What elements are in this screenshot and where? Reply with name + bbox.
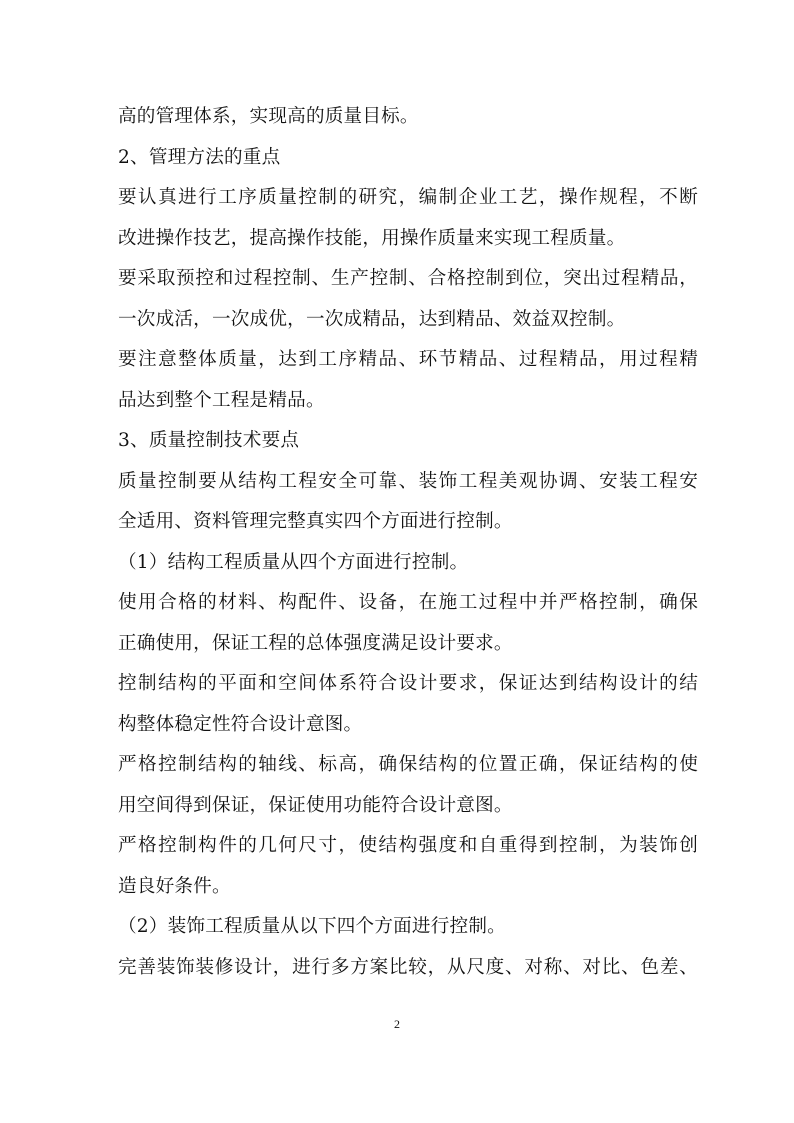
- section-heading: 2、管理方法的重点: [118, 146, 281, 168]
- text-line: 使用合格的材料、构配件、设备，在施工过程中并严格控制，确保: [118, 592, 698, 613]
- text-line: 严格控制结构的轴线、标高，确保结构的位置正确，保证结构的使: [118, 754, 698, 775]
- text-line: 高的管理体系，实现高的质量目标。: [118, 106, 419, 127]
- text-line: 构整体稳定性符合设计意图。: [118, 713, 363, 735]
- text-line: 质量控制要从结构工程安全可靠、装饰工程美观协调、安装工程安: [118, 470, 698, 492]
- text-line: 品达到整个工程是精品。: [118, 389, 325, 411]
- text-line: 一次成活，一次成优，一次成精品，达到精品、效益双控制。: [118, 308, 626, 330]
- text-line: 改进操作技艺，提高操作技能，用操作质量来实现工程质量。: [118, 227, 626, 249]
- text-line: 严格控制构件的几何尺寸，使结构强度和自重得到控制，为装饰创: [118, 835, 698, 856]
- subsection-heading: （2）装饰工程质量从以下四个方面进行控制。: [118, 916, 506, 937]
- text-line: 控制结构的平面和空间体系符合设计要求，保证达到结构设计的结: [118, 673, 698, 694]
- text-line: 完善装饰装修设计，进行多方案比较，从尺度、对称、对比、色差、: [118, 956, 698, 978]
- text-line: 要采取预控和过程控制、生产控制、合格控制到位，突出过程精品，: [118, 268, 698, 289]
- text-line: 用空间得到保证，保证使用功能符合设计意图。: [118, 794, 513, 816]
- subsection-heading: （1）结构工程质量从四个方面进行控制。: [118, 551, 469, 573]
- text-line: 正确使用，保证工程的总体强度满足设计要求。: [118, 632, 513, 654]
- page-number: 2: [394, 1017, 400, 1031]
- body-text: [118, 97, 698, 988]
- section-heading: 3、质量控制技术要点: [118, 430, 300, 451]
- text-line: 全适用、资料管理完整真实四个方面进行控制。: [118, 511, 513, 532]
- text-line: 要注意整体质量，达到工序精品、环节精品、过程精品，用过程精: [118, 349, 698, 370]
- text-line: 造良好条件。: [118, 875, 231, 897]
- text-line: 要认真进行工序质量控制的研究，编制企业工艺，操作规程，不断: [118, 187, 698, 208]
